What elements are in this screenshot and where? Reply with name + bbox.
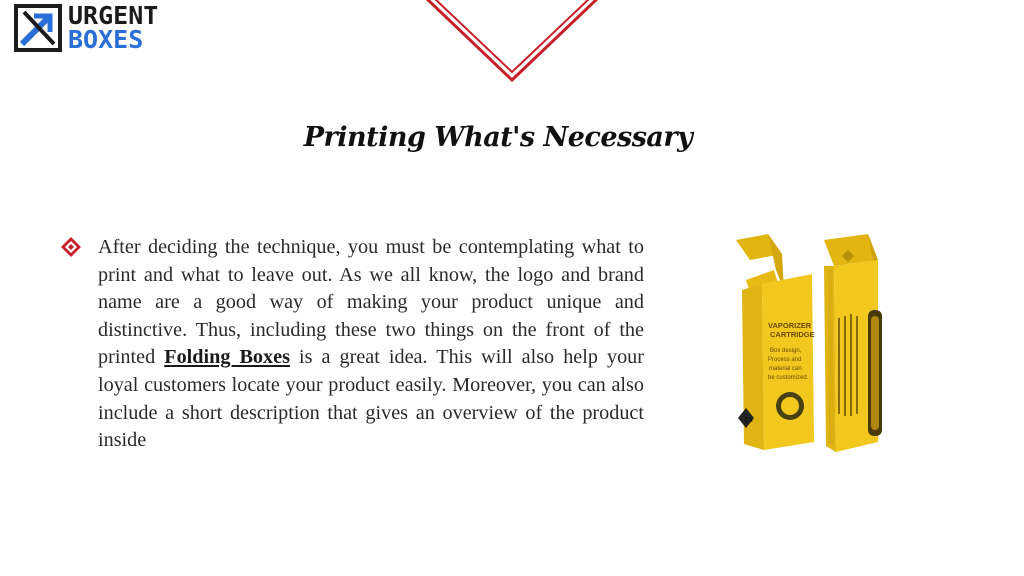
box-description-line2: Process and: [768, 357, 802, 363]
box-badge: CA: [744, 418, 753, 424]
brand-logo[interactable]: [14, 1, 159, 54]
box-description-line1: Box design,: [770, 348, 802, 354]
diamond-bullet-icon: [60, 236, 82, 258]
logo-mark-icon: [14, 4, 62, 52]
box-description-line3: material can: [769, 366, 802, 372]
slide-title: Printing What's Necessary: [303, 122, 693, 153]
folding-boxes-link[interactable]: Folding Boxes: [164, 346, 290, 369]
body-paragraph: [98, 234, 644, 455]
box-description-line4: be customized.: [768, 375, 809, 381]
logo-word-urgent: URGENT: [68, 1, 159, 30]
box-title-line2: CARTRIDGE: [770, 330, 815, 339]
paragraph-text-before: After deciding the technique, you must be contemplating what to print and what to leave out. As we all know, the logo and brand name are a good way of making your product unique and distinctive. Thus, including these two things on the front of the printed: [98, 236, 644, 369]
logo-word-boxes: BOXES: [68, 25, 144, 54]
paragraph-text-after: is a great idea. This will also help your loyal customers locate your product easily. Moreover, you can also include a short description that gives an overview of the product inside: [98, 346, 644, 452]
red-chevron-decoration: [422, 0, 602, 84]
product-image: [728, 230, 908, 456]
box-title-line1: VAPORIZER: [768, 321, 812, 330]
